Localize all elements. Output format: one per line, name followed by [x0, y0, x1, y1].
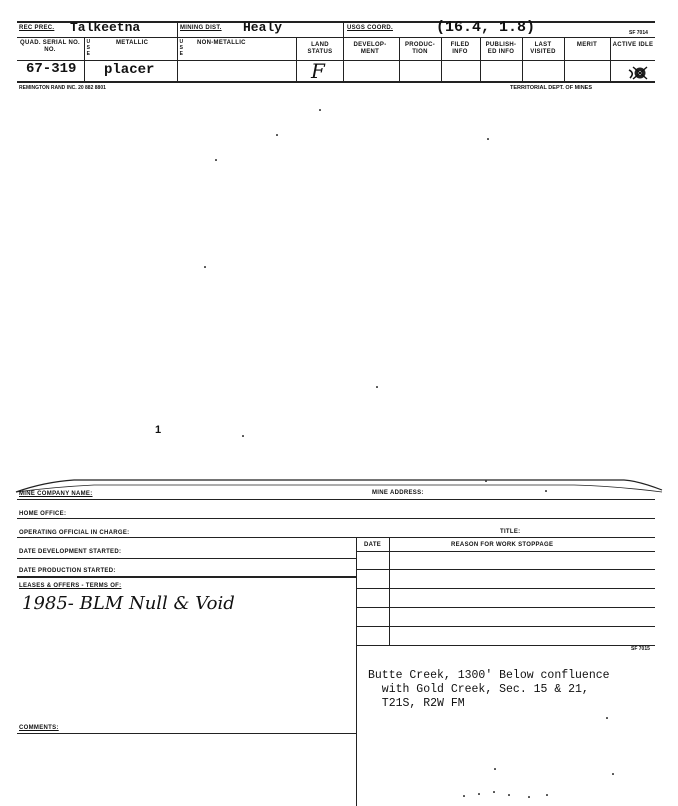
divider — [343, 21, 344, 37]
home-office-label: HOME OFFICE: — [19, 511, 67, 517]
col-filed-info: FILED INFO — [450, 42, 470, 55]
col-published-info: PUBLISH-ED INFO — [485, 42, 517, 55]
rule — [17, 60, 655, 61]
divider — [343, 37, 344, 81]
divider — [480, 37, 481, 81]
divider — [564, 37, 565, 81]
page-marker: 1 — [155, 424, 162, 436]
speck — [546, 794, 548, 796]
divider — [441, 37, 442, 81]
speck — [494, 768, 496, 770]
rule — [356, 607, 655, 608]
rule — [17, 499, 655, 500]
col-use-nonmetallic: U S E — [179, 39, 184, 57]
divider — [356, 645, 357, 806]
divider — [389, 537, 390, 645]
leases-label: LEASES & OFFERS - TERMS OF: — [19, 583, 122, 589]
divider — [399, 37, 400, 81]
mining-dist-value: Healy — [243, 20, 283, 35]
lease-note: 1985- BLM Null & Void — [22, 593, 235, 614]
rule — [17, 518, 655, 519]
rule — [356, 645, 655, 646]
rule — [356, 569, 655, 570]
mine-company-name-label: MINE COMPANY NAME: — [19, 491, 93, 497]
speck — [276, 134, 278, 136]
usgs-coord-label: USGS COORD. — [347, 25, 393, 31]
speck — [528, 796, 530, 798]
col-development: DEVELOP-MENT — [353, 42, 387, 55]
rec-prec-value: Talkeetna — [70, 20, 141, 35]
divider — [177, 37, 178, 81]
col-active-idle: ACTIVE IDLE — [612, 42, 654, 48]
col-quad-serial: QUAD. SERIAL NO. NO. — [19, 40, 81, 53]
usgs-coord-value: (16.4, 1.8) — [436, 19, 536, 36]
speck — [215, 159, 217, 161]
land-status-value: F — [311, 59, 325, 83]
col-last-visited: LAST VISITED — [530, 42, 556, 55]
col-non-metallic: NON-METALLIC — [197, 40, 246, 46]
quad-serial-value: 67-319 — [26, 61, 77, 77]
divider — [356, 537, 357, 645]
speck — [606, 717, 608, 719]
rule — [356, 551, 655, 552]
form-number-mid: SF 7015 — [631, 646, 650, 652]
speck — [612, 773, 614, 775]
col-production: PRODUC-TION — [404, 42, 436, 55]
operating-official-label: OPERATING OFFICIAL IN CHARGE: — [19, 530, 130, 536]
speck — [508, 794, 510, 796]
speck — [485, 480, 487, 482]
speck — [204, 266, 206, 268]
department-label: TERRITORIAL DEPT. OF MINES — [510, 85, 592, 91]
rule — [17, 37, 655, 38]
active-idle-mark-icon — [626, 63, 648, 81]
divider — [522, 37, 523, 81]
mining-dist-label: MINING DIST. — [180, 25, 222, 31]
rule — [17, 558, 356, 559]
date-dev-started-label: DATE DEVELOPMENT STARTED: — [19, 549, 122, 555]
rule — [17, 81, 655, 83]
printer-imprint: REMINGTON RAND INC. 20 882 8801 — [19, 85, 106, 91]
divider — [610, 37, 611, 81]
speck — [463, 795, 465, 797]
top-curved-rule — [14, 472, 664, 494]
col-land-status: LAND STATUS — [307, 42, 333, 55]
comments-label: COMMENTS: — [19, 725, 59, 731]
col-use-metallic: U S E — [86, 39, 91, 57]
rule — [356, 626, 655, 627]
speck — [376, 386, 378, 388]
date-col-header: DATE — [364, 542, 382, 548]
speck — [242, 435, 244, 437]
speck — [478, 793, 480, 795]
date-prod-started-label: DATE PRODUCTION STARTED: — [19, 568, 116, 574]
title-label: TITLE: — [500, 529, 521, 535]
divider — [84, 37, 85, 81]
speck — [319, 109, 321, 111]
rule — [17, 733, 356, 734]
rule — [17, 537, 655, 538]
rec-prec-label: REC PREC. — [19, 25, 55, 31]
col-metallic: METALLIC — [116, 40, 149, 46]
divider — [296, 37, 297, 81]
divider — [177, 21, 178, 37]
speck — [487, 138, 489, 140]
form-number-top: SF 7014 — [629, 30, 648, 36]
speck — [493, 791, 495, 793]
metallic-value: placer — [104, 62, 155, 78]
reason-col-header: REASON FOR WORK STOPPAGE — [451, 542, 554, 548]
rule — [17, 576, 356, 578]
location-description: Butte Creek, 1300' Below confluence with Gold Creek, Sec. 15 & 21, T21S, R2W FM — [368, 669, 610, 710]
col-merit: MERIT — [576, 42, 598, 48]
rule — [356, 588, 655, 589]
speck — [545, 490, 547, 492]
mine-address-label: MINE ADDRESS: — [372, 490, 424, 496]
